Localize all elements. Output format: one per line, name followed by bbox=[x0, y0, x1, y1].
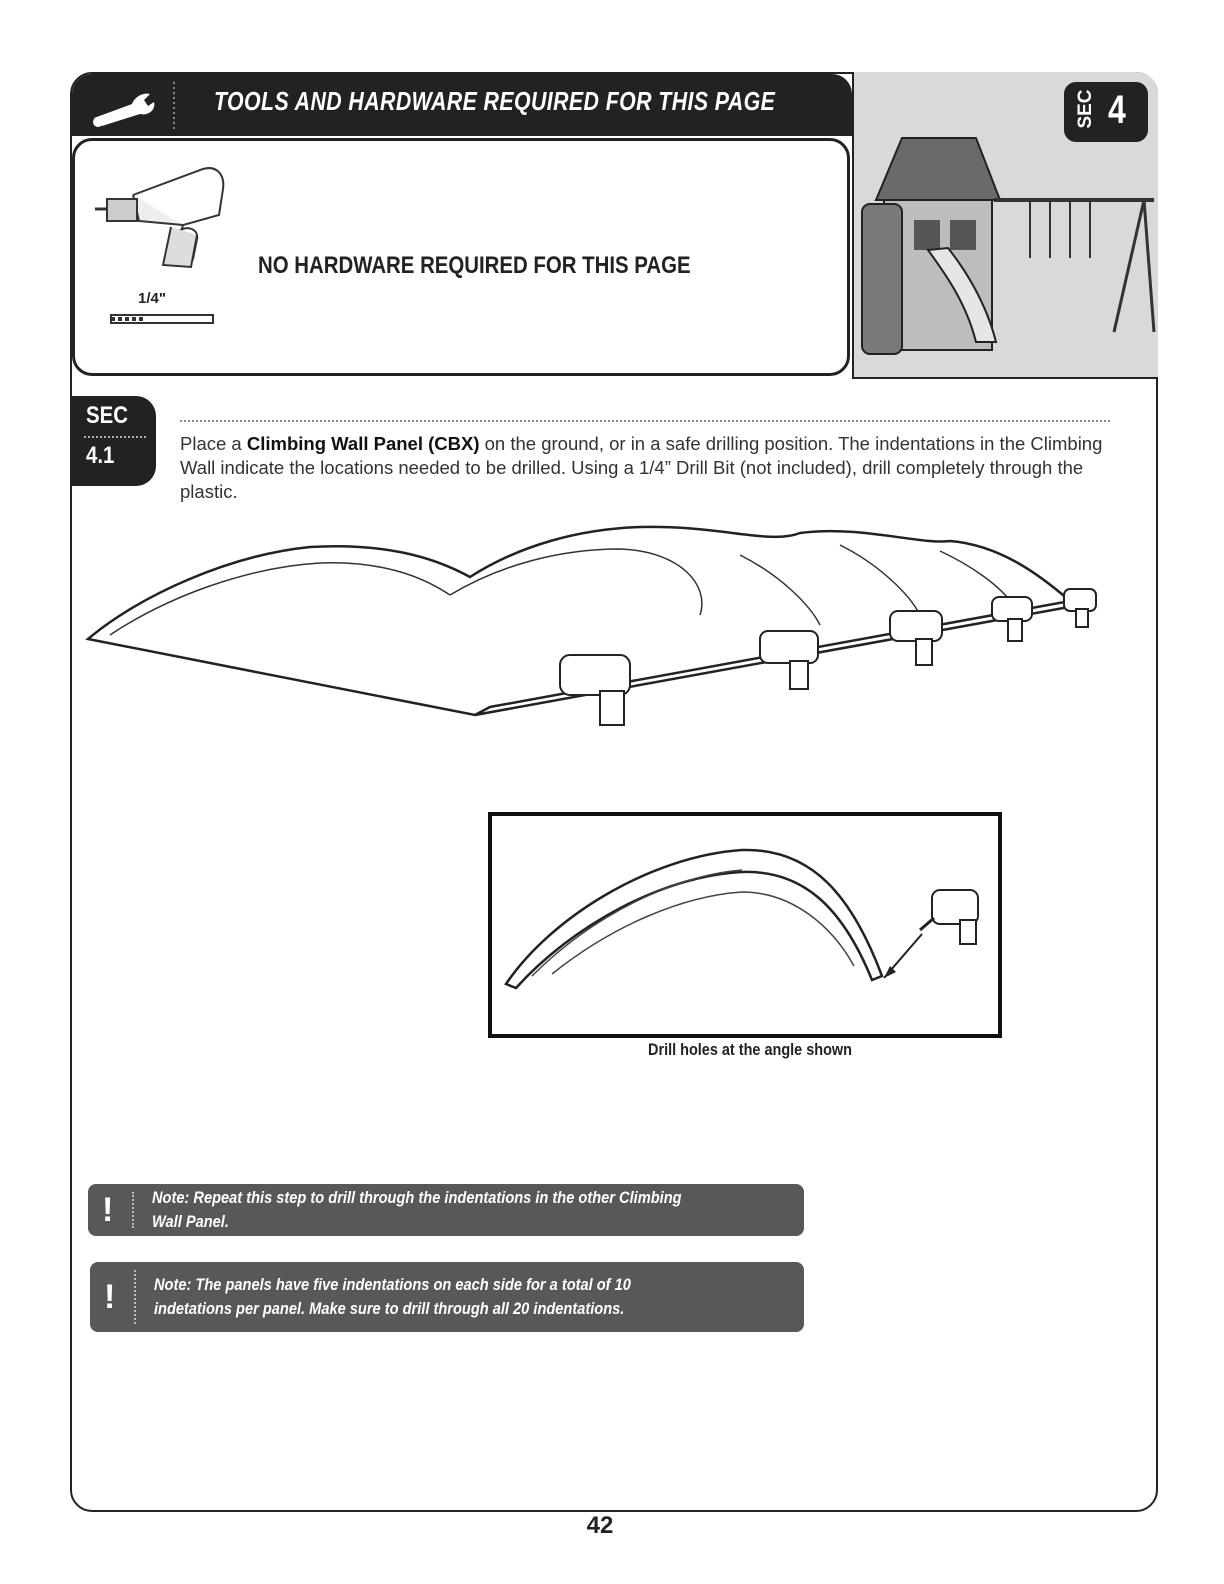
drill-icon bbox=[890, 611, 942, 665]
drill-angle-detail bbox=[492, 816, 998, 1034]
step-number: 4.1 bbox=[86, 442, 115, 469]
drill-icon bbox=[992, 597, 1032, 641]
step-tab bbox=[72, 396, 156, 486]
page-number: 42 bbox=[586, 1512, 614, 1539]
detail-frame bbox=[488, 812, 1002, 1038]
instruction-lead: Place a bbox=[180, 433, 247, 454]
note-text: Note: Repeat this step to drill through the indentations in the other Climbing Wall Panel. bbox=[152, 1188, 682, 1231]
drill-icon bbox=[760, 631, 818, 689]
section-badge-label: SEC bbox=[1075, 89, 1096, 129]
step-instruction bbox=[180, 432, 1130, 504]
climbing-wall-drilling-illustration bbox=[80, 515, 1110, 735]
section-badge-number: 4 bbox=[1108, 88, 1126, 132]
note-indentations bbox=[90, 1262, 804, 1332]
drill-icon bbox=[93, 155, 243, 345]
note-divider bbox=[134, 1270, 136, 1324]
detail-caption: Drill holes at the angle shown bbox=[648, 1040, 852, 1059]
step-divider bbox=[180, 420, 1110, 422]
tools-title: TOOLS AND HARDWARE REQUIRED FOR THIS PAGE bbox=[214, 86, 776, 116]
alert-icon: ! bbox=[104, 1277, 116, 1316]
wrench-icon bbox=[72, 74, 192, 136]
section-badge bbox=[1064, 82, 1148, 142]
note-repeat bbox=[88, 1184, 804, 1236]
drill-bit-size: 1/4" bbox=[138, 290, 166, 307]
note-divider bbox=[132, 1192, 134, 1228]
drill-icon bbox=[1064, 589, 1096, 627]
part-name: Climbing Wall Panel (CBX) bbox=[246, 433, 480, 454]
instruction-body: on the ground, or in a safe drilling position. The indentations in the Climbing Wall indicate the locations needed to be drilled. Using a 1/4” Drill Bit (not included), drill completely through the plastic. bbox=[180, 433, 1103, 502]
step-sec-label: SEC bbox=[86, 402, 128, 429]
note-text: Note: The panels have five indentations on each side for a total of 10 indetations per panel. Make sure to drill through all 20 indentations. bbox=[154, 1275, 631, 1318]
drill-icon bbox=[920, 890, 978, 944]
alert-icon: ! bbox=[102, 1190, 114, 1229]
step-tab-divider bbox=[84, 436, 146, 438]
drill-icon bbox=[560, 655, 630, 725]
no-hardware-notice: NO HARDWARE REQUIRED FOR THIS PAGE bbox=[258, 252, 691, 279]
